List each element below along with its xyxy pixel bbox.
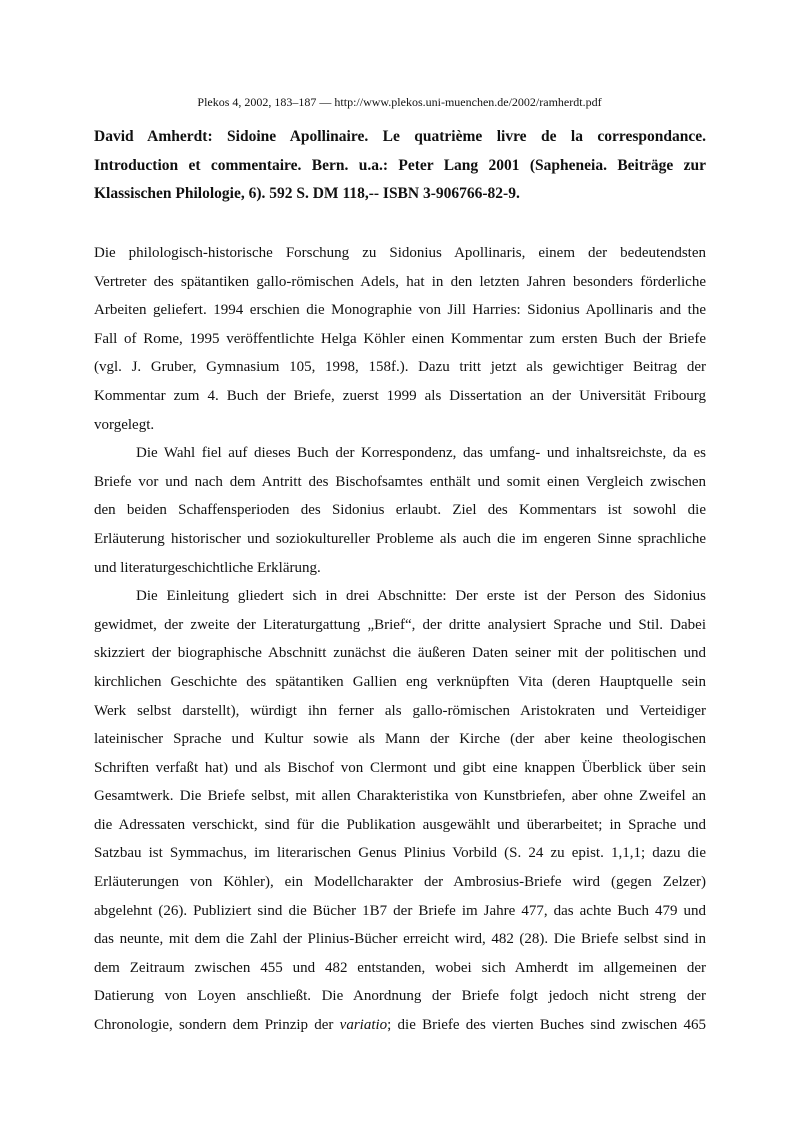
paragraph bbox=[94, 443, 706, 586]
text-line: Vertreter des spätantiken gallo-römischen Adels, hat in den letzten Jahren besonders förderliche bbox=[94, 273, 706, 290]
italic-term: variatio bbox=[339, 1017, 388, 1034]
text-line: Erläuterung historischer und soziokultureller Probleme als auch die im engeren Sinne sprachliche bbox=[94, 530, 706, 547]
title-line: Introduction et commentaire. Bern. u.a.: Peter Lang 2001 (Sapheneia. Beiträge zur bbox=[94, 156, 706, 174]
text-segment: ; die Briefe des vierten Buches sind zwischen 465 bbox=[387, 1017, 707, 1034]
text-line: Gesamtwerk. Die Briefe selbst, mit allen Charakteristika von Kunstbriefen, aber ohne Zweifel an bbox=[94, 788, 706, 805]
text-line: die Adressaten verschickt, sind für die Publikation ausgewählt und überarbeitet; in Sprache und bbox=[94, 816, 706, 833]
text-line: Werk selbst darstellt), würdigt ihn ferner als gallo-römischen Aristokraten und Verteidiger bbox=[94, 702, 706, 719]
text-segment: Chronologie, sondern dem Prinzip der bbox=[94, 1017, 340, 1034]
text-line: (vgl. J. Gruber, Gymnasium 105, 1998, 158f.). Dazu tritt jetzt als gewichtiger Beitrag der bbox=[94, 359, 706, 376]
text-line: Die Einleitung gliedert sich in drei Abschnitte: Der erste ist der Person des Sidonius bbox=[136, 588, 706, 605]
text-line: skizziert der biographische Abschnitt zunächst die äußeren Daten seiner mit der politischen und bbox=[94, 645, 706, 662]
title-line: Klassischen Philologie, 6). 592 S. DM 118,-- ISBN 3-906766-82-9. bbox=[94, 185, 520, 203]
running-header: Plekos 4, 2002, 183–187 — http://www.plekos.uni-muenchen.de/2002/ramherdt.pdf bbox=[197, 95, 602, 109]
text-line: lateinischer Sprache und Kultur sowie als Mann der Kirche (der aber keine theologischen bbox=[94, 731, 706, 748]
text-line: Arbeiten geliefert. 1994 erschien die Monographie von Jill Harries: Sidonius Apollinaris and the bbox=[94, 302, 706, 319]
text-line: Fall of Rome, 1995 veröffentlichte Helga Köhler einen Kommentar zum ersten Buch der Briefe bbox=[94, 330, 706, 347]
text-line: Kommentar zum 4. Buch der Briefe, zuerst 1999 als Dissertation an der Universität Fribourg bbox=[94, 387, 706, 404]
text-line: vorgelegt. bbox=[94, 416, 155, 433]
paragraph bbox=[94, 243, 706, 443]
review-body bbox=[94, 243, 706, 1044]
text-line: den beiden Schaffensperioden des Sidonius erlaubt. Ziel des Kommentars ist sowohl die bbox=[94, 502, 706, 519]
text-line: und literaturgeschichtliche Erklärung. bbox=[94, 559, 321, 576]
text-line: Die Wahl fiel auf dieses Buch der Korrespondenz, das umfang- und inhaltsreichste, da es bbox=[136, 445, 706, 462]
title-line: David Amherdt: Sidoine Apollinaire. Le quatrième livre de la correspondance. bbox=[94, 128, 706, 145]
text-line: Die philologisch-historische Forschung zu Sidonius Apollinaris, einem der bedeutendsten bbox=[94, 245, 706, 261]
text-line: Briefe vor und nach dem Antritt des Bischofsamtes enthält und somit einen Vergleich zwischen bbox=[94, 473, 706, 490]
text-line: das neunte, mit dem die Zahl der Plinius-Bücher erreicht wird, 482 (28). Die Briefe selbst sind in bbox=[94, 931, 706, 948]
text-line: gewidmet, der zweite der Literaturgattung „Brief“, der dritte analysiert Sprache und Stil. Dabei bbox=[94, 616, 706, 633]
text-line: Datierung von Loyen anschließt. Die Anordnung der Briefe folgt jedoch nicht streng der bbox=[94, 988, 706, 1005]
text-line: kirchlichen Geschichte des spätantiken Gallien eng verknüpften Vita (deren Hauptquelle sein bbox=[94, 673, 706, 690]
text-line: abgelehnt (26). Publiziert sind die Bücher 1B7 der Briefe im Jahre 477, das achte Buch 479 und bbox=[94, 902, 706, 919]
text-line: Satzbau ist Symmachus, im literarischen Genus Plinius Vorbild (S. 24 zu epist. 1,1,1; dazu die bbox=[94, 845, 706, 862]
text-line bbox=[94, 1015, 706, 1044]
text-line: dem Zeitraum zwischen 455 und 482 entstanden, wobei sich Amherdt im allgemeinen der bbox=[94, 959, 706, 976]
paragraph bbox=[94, 586, 706, 1044]
text-line: Erläuterungen von Köhler), ein Modellcharakter der Ambrosius-Briefe wird (gegen Zelzer) bbox=[94, 874, 706, 891]
review-title bbox=[94, 127, 706, 213]
text-line: Schriften verfaßt hat) und als Bischof von Clermont und gibt eine knappen Überblick über sein bbox=[94, 759, 706, 776]
